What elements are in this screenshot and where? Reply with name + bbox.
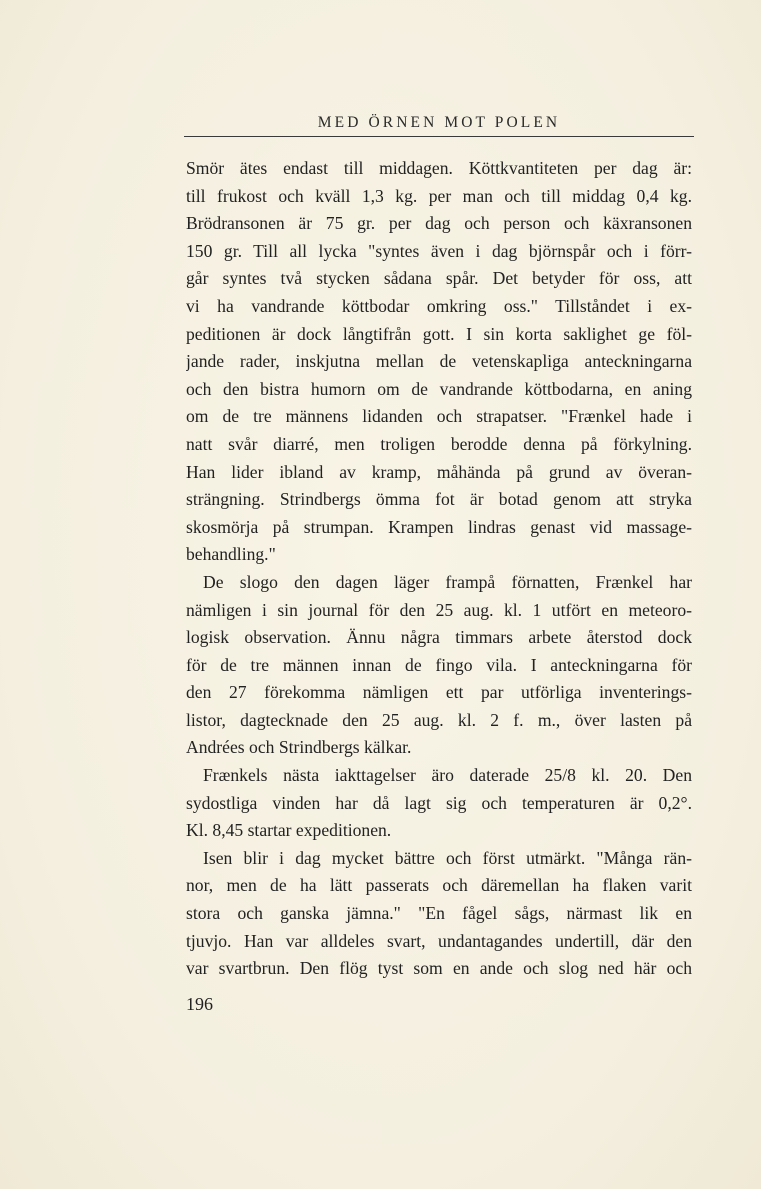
text-line: för de tre männen innan de fingo vila. I anteckningarna för [186,654,692,675]
text-line: De slogo den dagen läger frampå förnatten, Frænkel har [203,571,692,592]
running-header: MED ÖRNEN MOT POLEN [317,114,561,131]
text-line: tjuvjo. Han var alldeles svart, undantagandes undertill, där den [186,930,692,951]
text-line: logisk observation. Ännu några timmars arbete återstod dock [186,627,692,648]
text-line: och den bistra humorn om de vandrande köttbodarna, en aning [186,378,692,399]
text-line: peditionen är dock långtifrån gott. I sin korta saklighet ge föl- [186,323,692,344]
text-line: Kl. 8,45 startar expeditionen. [186,820,392,841]
text-line: går syntes två stycken sådana spår. Det betyder för oss, att [186,268,692,289]
text-line: behandling." [186,544,276,565]
text-line: stora och ganska jämna." "En fågel sågs, närmast lik en [186,903,692,924]
text-line: om de tre männens lidanden och strapatser. "Frænkel hade i [186,406,692,427]
text-line: jande rader, inskjutna mellan de vetenskapliga anteckningarna [186,351,692,372]
text-line: Han lider ibland av kramp, måhända på grund av överan- [186,461,692,482]
text-line: natt svår diarré, men troligen berodde denna på förkylning. [186,433,692,454]
text-line: Brödransonen är 75 gr. per dag och person och käxransonen [186,213,692,234]
text-line: Smör ätes endast till middagen. Köttkvantiteten per dag är: [186,158,692,178]
text-line: Andrées och Strindbergs kälkar. [186,737,412,758]
text-line: listor, dagtecknade den 25 aug. kl. 2 f. m., över lasten på [186,709,692,730]
text-line: vi ha vandrande köttbodar omkring oss." Tillståndet i ex- [186,295,692,316]
text-line: skosmörja på strumpan. Krampen lindras genast vid massage- [186,516,692,537]
text-line: nämligen i sin journal för den 25 aug. kl. 1 utfört en meteoro- [186,599,692,620]
text-line: sydostliga vinden har då lagt sig och temperaturen är 0,2°. [186,792,692,813]
text-line: 150 gr. Till all lycka "syntes även i dag björnspår och i förr- [186,240,692,261]
header-rule [184,136,694,137]
text-line: strängning. Strindbergs ömma fot är botad genom att stryka [186,489,692,510]
text-line: Frænkels nästa iakttagelser äro daterade 25/8 kl. 20. Den [203,765,692,786]
text-line: den 27 förekomma nämligen ett par utförliga inventerings- [186,682,692,703]
text-line: var svartbrun. Den flög tyst som en ande och slog ned här och [186,958,692,979]
text-line: nor, men de ha lätt passerats och däremellan ha flaken varit [186,875,692,896]
page-number: 196 [186,994,213,1014]
text-line: till frukost och kväll 1,3 kg. per man och till middag 0,4 kg. [186,185,692,206]
body-text [186,155,692,983]
text-line: Isen blir i dag mycket bättre och först utmärkt. "Många rän- [203,847,692,868]
